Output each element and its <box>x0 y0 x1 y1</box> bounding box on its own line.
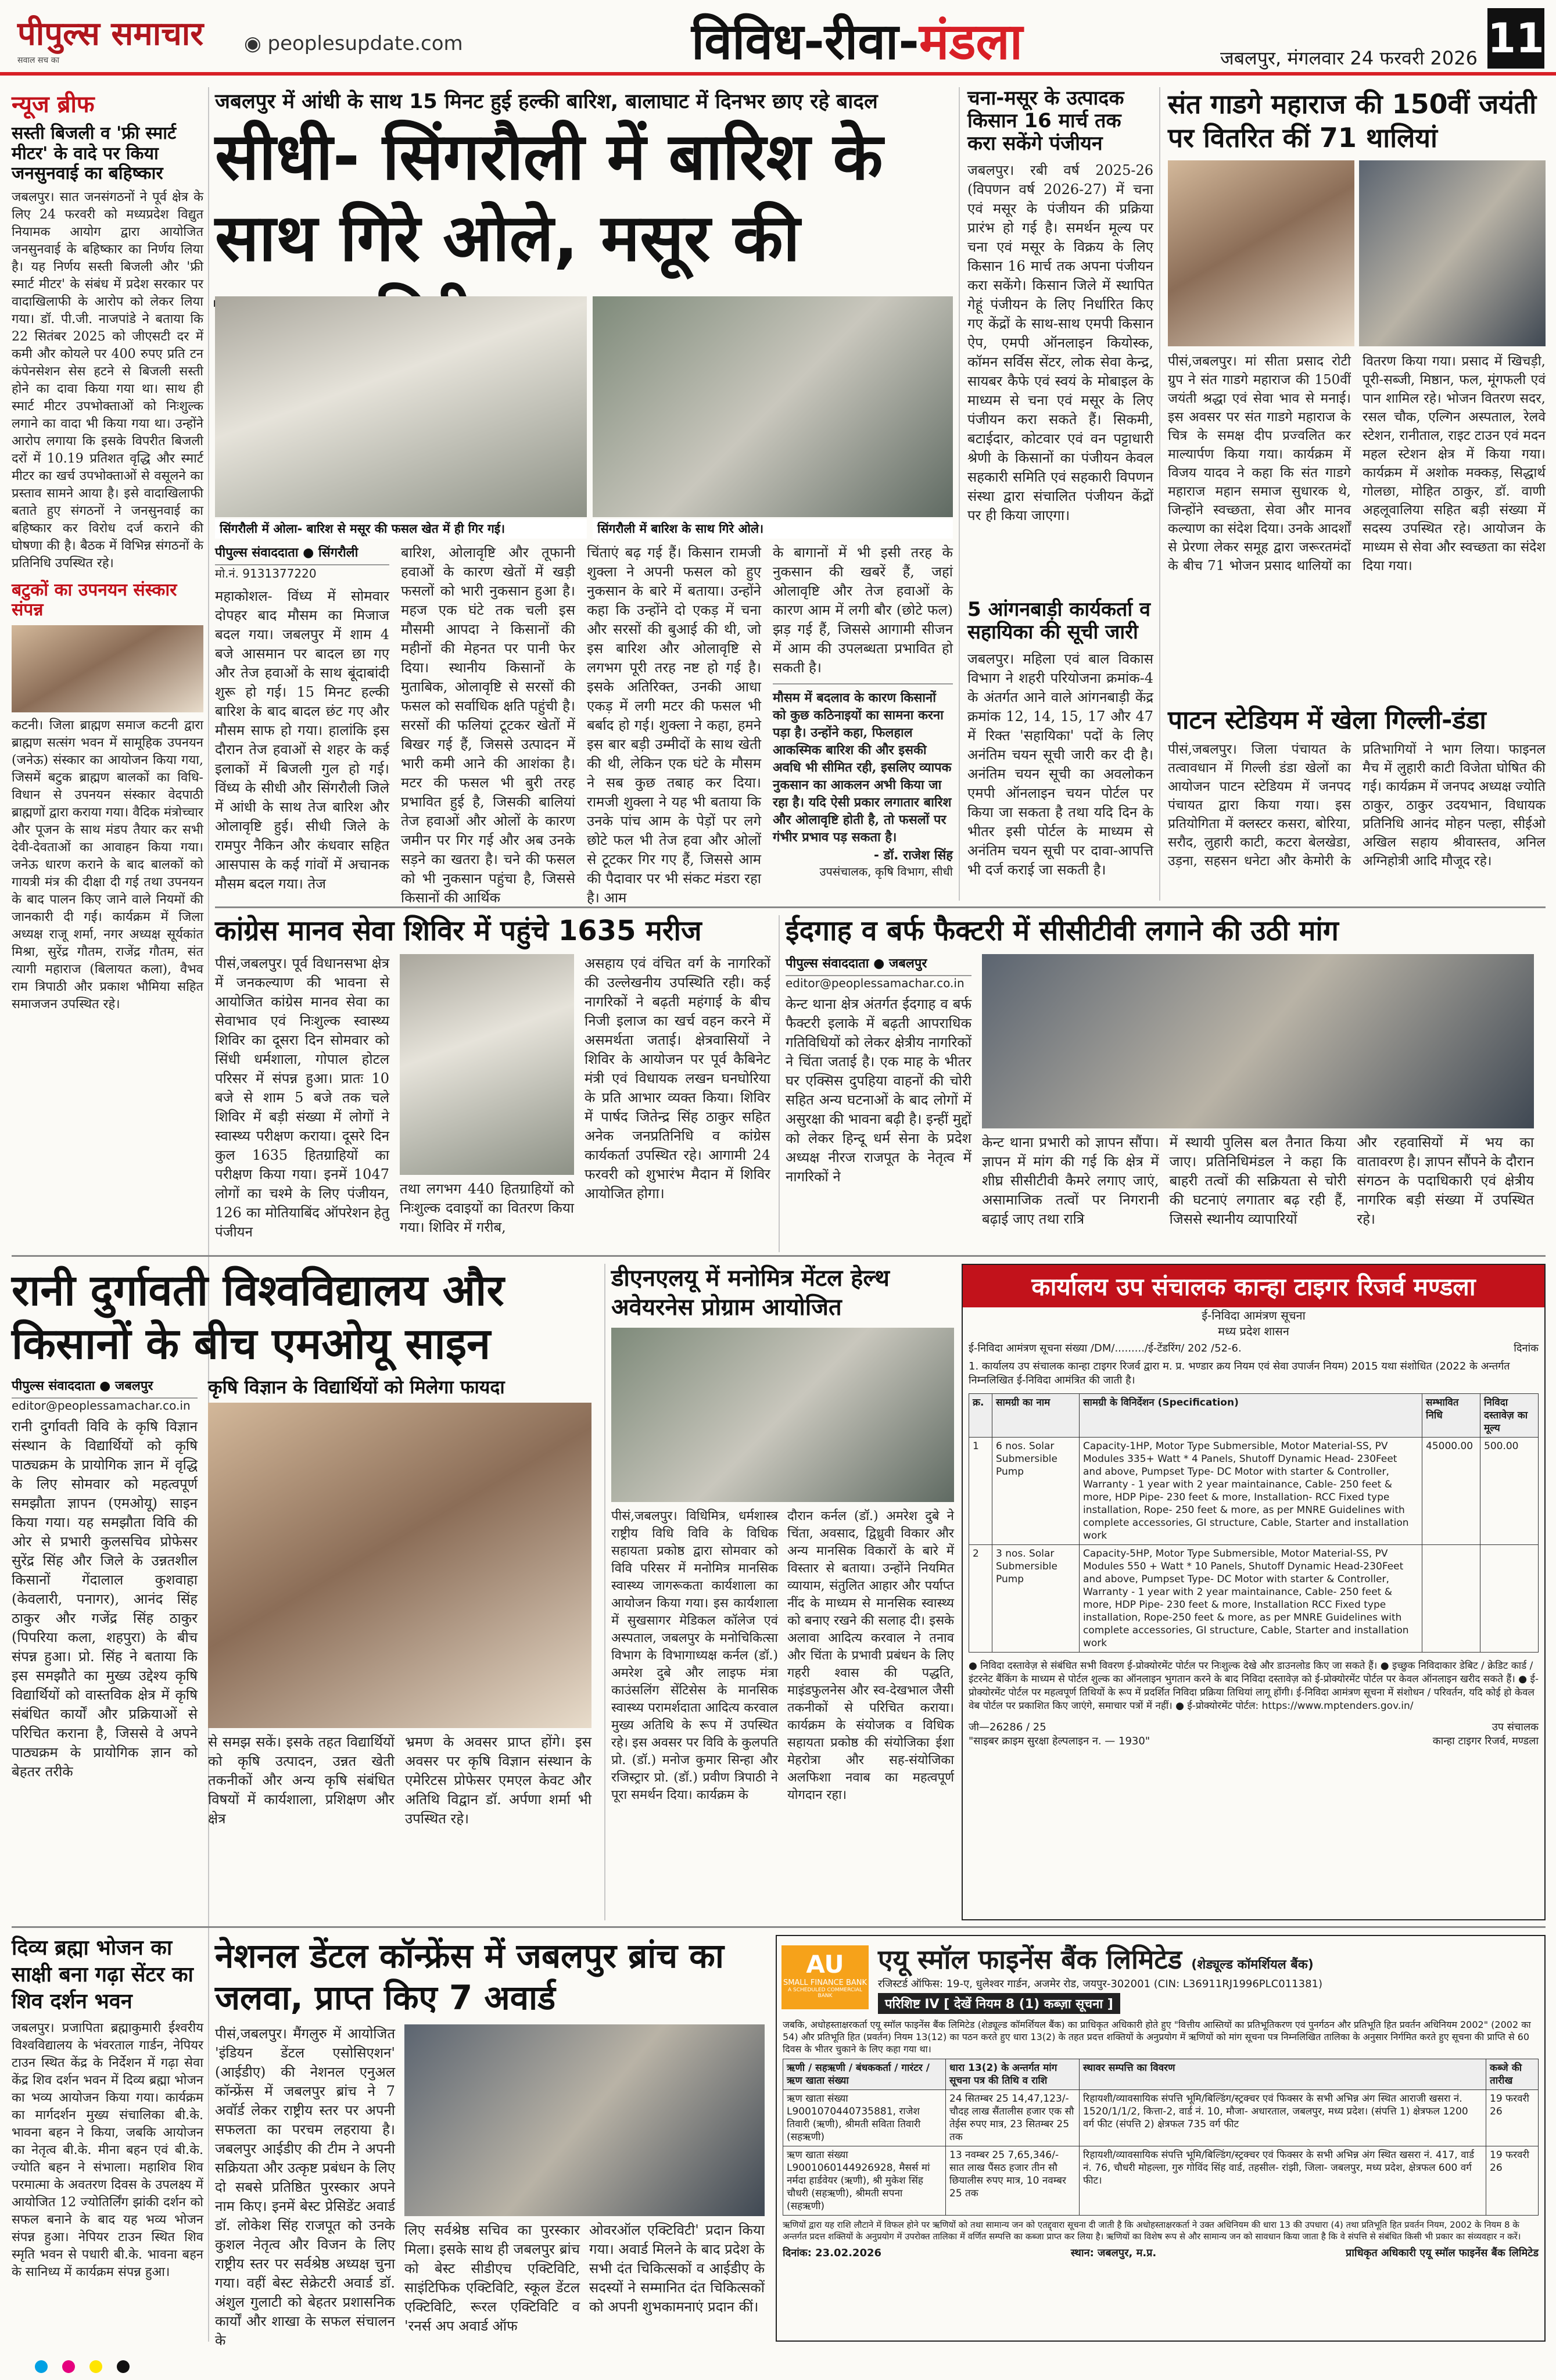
bank-th: कब्जे की तारीख <box>1486 2059 1539 2090</box>
news-brief <box>12 87 203 1220</box>
print-registration-bar <box>0 2356 1556 2379</box>
lead-kicker: जबलपुर में आंधी के साथ 15 मिनट हुई हल्की बारिश, बालाघाट में दिनभर छाए रहे बादल <box>215 90 878 113</box>
table-row <box>969 1545 1539 1653</box>
brief-body-1: जबलपुर। सात जनसंगठनों ने पूर्व क्षेत्र के लिए 24 फरवरी को मध्यप्रदेश विद्युत नियामक आयोग द्वारा आयोजित जनसुनवाई के बहिष्कार का निर्णय लिया है। यह निर्णय सस्ती बिजली और 'फ्री स्मार्ट मीटर' के संबंध में प्रदेश सरकार पर वादाखिलाफी के आरोप को लेकर लिया गया। डॉ. पी.जी. नाजपांडे ने बताया कि 22 सितंबर 2025 को जीएसटी दर में कमी और कोयले पर 400 रुपए प्रति टन कंपेनसेशन सेस हटने से बिजली सस्ती होने का दावा किया गया था। साथ ही स्मार्ट मीटर उपभोक्ताओं को निःशुल्क लगाने का वादा भी किया गया था। उन्होंने आरोप लगाया कि इसके विपरीत बिजली दरों में 10.19 प्रतिशत वृद्धि और स्मार्ट मीटर का खर्च उपभोक्ताओं से वसूलने का प्रस्ताव सामने आया है। इसे वादाखिलाफी बताते हुए संगठनों ने जनसुनवाई का बहिष्कार कर विरोध दर्ज कराने की घोषणा की है। बैठक में विभिन्न संगठनों के प्रतिनिधि उपस्थित रहे। <box>12 189 203 571</box>
bank-th: धारा 13(2) के अन्तर्गत मांग सूचना पत्र की तिथि व राशि <box>946 2059 1080 2090</box>
globe-icon: ◉ <box>244 32 261 55</box>
tender-notes: ● निविदा दस्तावेज़ से संबंधित सभी विवरण ई-प्रोक्योरमेंट पोर्टल पर निःशुल्क देखे और डाउनलोड किए जा सकते हैं। ● इच्छुक निविदाकार डेबिट / क्रेडिट कार्ड / इंटरनेट बैंकिंग के माध्यम से पोर्टल शुल्क का ऑनलाइन भुगतान करने के बाद निविदा दस्तावेज़ को ई-प्रोक्योरमेंट पोर्टल पर केवल ऑनलाइन खरीद सकते हैं। ● ई-प्रोक्योरमेंट पोर्टल पर महत्वपूर्ण तिथियों के रूप में प्रदर्शित निविदा प्रक्रिया तिथियां लागू होंगी। ई-निविदा आमंत्रण सूचना में संशोधन / परिवर्तन, यदि कोई हो केवल वेब पोर्टल पर प्रकाशित किए जाएंगे, समाचार पत्रों में नहीं। ● ई-प्रोक्योरमेंट पोर्टल: https://www.mptenders.gov.in/ <box>969 1660 1539 1712</box>
tender-date-label: दिनांक <box>1514 1342 1539 1354</box>
patan-headline: पाटन स्टेडियम में खेला गिल्ली-डंडा <box>1168 705 1486 735</box>
bank-date: दिनांक: 23.02.2026 <box>783 2247 882 2259</box>
patan-story <box>1168 706 1546 901</box>
brahma-headline: दिव्य ब्रह्मा भोजन का साक्षी बना गढ़ा सेंटर का शिव दर्शन भवन <box>12 1936 193 2013</box>
brief-headline-2: बटुकों का उपनयन संस्कार संपन्न <box>12 579 177 620</box>
bank-logo: AU SMALL FINANCE BANK A SCHEDULED COMMERCIAL BANK <box>781 1945 869 2009</box>
table-row <box>783 2090 1539 2146</box>
bank-cell: 13 नवम्बर 25 7,65,346/- सात लाख पैंसठ हजार तीन सौ छियालीस रुपए मात्र, 10 नवम्बर 25 तक <box>946 2146 1080 2216</box>
yellow-dot <box>89 2360 102 2373</box>
bank-cell: रिहायशी/व्यावसायिक संपत्ति भूमि/बिल्डिंग/स्ट्रक्चर एवं फिक्सर के सभी अभिन्न अंग स्थित खसरा नं. 417, वार्ड नं. 76, चौधरी मोहल्ला, गुरु गोविंद सिंह वार्ड, तहसील- रांझी, जिला- जबलपुर, मध्य प्रदेश, क्षेत्रफल 600 वर्ग फीट। <box>1080 2146 1486 2216</box>
idgah-body-1: केन्ट थाना क्षेत्र अंतर्गत ईदगाह व बर्फ फैक्टरी इलाके में बढ़ती आपराधिक गतिविधियों को लेकर क्षेत्रीय नागरिकों ने चिंता जताई है। एक माह के भीतर घर एक्सिस दुपहिया वाहनों की चोरी सहित अन्य घटनाओं के बाद लोगों में असुरक्षा की भावना बढ़ी है। इन्हीं मुद्दों को लेकर हिन्दू धर्म सेना के प्रदेश अध्यक्ष नीरज राजपूत के नेतृत्व में नागरिकों ने <box>786 996 971 1185</box>
tender-title: कार्यालय उप संचालक कान्हा टाइगर रिजर्व मण्डला <box>963 1265 1544 1307</box>
tender-cell: 2 <box>969 1545 992 1653</box>
bank-registered: रजिस्टर्ड ऑफिस: 19-ए, धुलेश्वर गार्डन, अजमेर रोड, जयपुर-302001 (CIN: L36911RJ1996PLC011381) <box>878 1978 1322 1990</box>
congress-body-3: असहाय एवं वंचित वर्ग के नागरिकों की उल्लेखनीय उपस्थिति रही। कई नागरिकों ने बढ़ती महंगाई के बीच निजी इलाज का खर्च वहन करने में असमर्थता जताई। क्षेत्रवासियों ने शिविर के आयोजन पर पूर्व कैबिनेट मंत्री एवं विधायक लखन घनघोरिया के प्रति आभार व्यक्त किया। शिविर में पार्षद जितेन्द्र सिंह ठाकुर सहित अनेक जनप्रतिनिधि व कांग्रेस कार्यकर्ता उपस्थित रहे। आगामी 24 फरवरी को शुभारंभ मैदान में शिविर आयोजित होगा। <box>585 955 770 1202</box>
tender-ref: ई-निविदा आमंत्रण सूचना संख्या /DM/........./ई-टेंडरिंग/ 202 /52-6. <box>969 1342 1242 1354</box>
idgah-photo <box>982 954 1534 1128</box>
quote-role: उपसंचालक, कृषि विभाग, सीधी <box>819 865 953 879</box>
page-number: 11 <box>1487 8 1544 69</box>
congress-body-1: पीसं,जबलपुर। पूर्व विधानसभा क्षेत्र में जनकल्याण की भावना से आयोजित कांग्रेस मानव सेवा का सेवाभाव एवं निःशुल्क स्वास्थ्य शिविर का दूसरा दिन सोमवार को सिंधी धर्मशाला, गोपाल होटल परिसर में संपन्न हुआ। प्रातः 10 बजे से शाम 5 बजे तक चले शिविर में बड़ी संख्या में लोगों ने स्वास्थ्य परीक्षण कराया। दूसरे दिन कुल 1635 हितग्राहियों का परीक्षण किया गया। इनमें 1047 लोगों का चश्मे के लिए पंजीयन, 126 का मोतियाबिंद ऑपरेशन हेतु पंजीयन <box>215 955 389 1241</box>
brand-logo: पीपुल्स समाचार सवाल सच का <box>17 15 204 65</box>
lead-quote: मौसम में बदलाव के कारण किसानों को कुछ कठिनाइयों का सामना करना पड़ा है। उन्होंने कहा, फिलहाल आकस्मिक बारिश की और इसकी अवधि भी सीमित रही, इसलिए व्यापक नुकसान का आकलन अभी किया जा रहा है। यदि ऐसी प्रकार लगातार बारिश और ओलावृष्टि होती है, तो फसलों पर गंभीर प्रभाव पड़ सकता है। <box>773 690 952 845</box>
bank-intro: जबकि, अधोहस्ताक्षरकर्ता एयू स्मॉल फाइनेंस बैंक लिमिटेड (शेड्यूल्ड कॉमर्शियल बैंक) का प्राधिकृत अधिकारी होते हुए "वित्तीय आस्तियों का प्रतिभूतिकरण एवं पुनर्गठन और प्रतिभूति हित प्रवर्तन अधिनियम 2002" (2002 का 54) और प्रतिभूति हित (प्रवर्तन) नियम 13(12) का पठन करते हुए धारा 13(2) के तहत प्रदत्त शक्तियों के अनुप्रयोग में ऋणियों को मांग सूचना पत्र निम्नलिखित तालिका के अनुसार निर्गमित करते हुए सूचना की प्राप्ति से 60 दिवस के भीतर चुकाने के लिए कहा गया था। <box>783 2019 1531 2055</box>
tender-cell: Capacity-1HP, Motor Type Submersible, Motor Material-SS, PV Modules 335+ Watt * 4 Panels, Shutoff Dynamic Head- 230Feet and above, Pumpset Type- DC Motor with starter & Controller, Warranty - 1 year with 2 year maintainance, Cable- 250 feet & more, HDP Pipe- 230 feet & more, Installation- RCC Fixed type installation, Rope- 250 feet & more, as per MNRE Guidelines with complete accessories, GI structure, Cable, Starter and installation work <box>1080 1438 1422 1545</box>
lead-col-4-text: के बागानों में भी इसी तरह के नुकसान की खबरें हैं, जहां ओलावृष्टि और तेज हवाओं के कारण आम में लगी बौर (छोटे फल) झड़ गई हैं, जिससे आगामी सीजन में आम की उपलब्धता प्रभावित हो सकती है। <box>773 544 953 676</box>
tender-cell <box>1422 1545 1480 1653</box>
lead-photo-1 <box>215 296 587 517</box>
dnlu-photo <box>611 1328 954 1502</box>
idgah-body-2: केन्ट थाना प्रभारी को ज्ञापन सौंपा। ज्ञापन में मांग की गई कि क्षेत्र में शीघ्र सीसीटीवी कैमरे लगाए जाएं, असामाजिक तत्वों पर निगरानी बढ़ाई जाए तथा रात्रि <box>982 1134 1159 1228</box>
dental-body-1: पीसं,जबलपुर। मैंगलुरु में आयोजित 'इंडियन डेंटल एसोसिएशन' (आईडीए) की नेशनल एनुअल कॉन्फ्रेंस में जबलपुर ब्रांच ने 7 अवॉर्ड लेकर राष्ट्रीय स्तर पर अपनी सफलता का परचम लहराया है। जबलपुर आईडीए की टीम ने अपनी सक्रियता और उत्कृष्ट प्रबंधन के लिए दो सबसे प्रतिष्ठित पुरस्कार अपने नाम किए। इनमें बेस्ट प्रेसिडेंट अवार्ड डॉ. लोकेश सिंह राजपूत को उनके कुशल नेतृत्व और विजन के लिए राष्ट्रीय स्तर पर सर्वश्रेष्ठ अध्यक्ष चुना गया। वहीं बेस्ट सेक्रेटरी अवार्ड डॉ. अंशुल गुलाटी को बेहतर प्रशासनिक कार्यों और शाखा के सफल संचालन के <box>215 2026 395 2349</box>
lead-col-1: महाकोशल- विंध्य में सोमवार दोपहर बाद मौसम का मिजाज बदल गया। जबलपुर में शाम 4 बजे आसमान पर बादल छा गए और तेज हवाओं के साथ बूंदाबांदी शुरू हो गई। 15 मिनट हल्की बारिश के बाद बादल छंट गए और मौसम साफ हो गया। हालांकि इस दौरान तेज हवाओं से शहर के कई इलाकों में बिजली गुल हो गई। विंध्य के सीधी और सिंगरौली जिले में आंधी के साथ तेज बारिश और ओलावृष्टि हुई। सीधी जिले के रामपुर नैकिन और कंधवार सहित आसपास के कई गांवों में अचानक मौसम बदल गया। तेज <box>215 588 389 892</box>
brief-headline-1: सस्ती बिजली व 'फ्री स्मार्ट मीटर' के वादे पर किया जनसुनवाई का बहिष्कार <box>12 123 177 184</box>
lead-photo-1-caption: सिंगरौली में ओला- बारिश से मसूर की फसल खेत में ही गिर गई। <box>215 519 587 539</box>
dental-body-2: लिए सर्वश्रेष्ठ सचिव का पुरस्कार मिला। इसके साथ ही जबलपुर ब्रांच को बेस्ट सीडीएच एक्टिविटि, साइंटिफिक एक्टिविटि, स्कूल डेंटल एक्टिविटि, रूरल एक्टिविटि व 'रनर्स अप अवार्ड ऑफ <box>404 2222 580 2334</box>
bank-footer: ऋणियों द्वारा यह राशि लौटाने में विफल होने पर ऋणियों को तथा सामान्य जन को एतद्द्वारा सूचना दी जाती है कि अधोहस्ताक्षरकर्ता ने उक्त अधिनियम की धारा 13 की उपधारा (4) तथा प्रतिभूति हित प्रवर्तन नियम, 2002 के नियम 8 के अन्तर्गत प्रदत्त शक्तियों के अनुप्रयोग में उपरोक्त तालिका में वर्णित सम्पत्ति का कब्जा प्राप्त कर लिया है। ऋणियों का विशेष रूप से और सामान्य जन को सावधान किया जाता है कि वे संपत्ति से संबंधित किसी भी प्रकार का संव्यवहार न करें। <box>783 2220 1521 2242</box>
section-title: विविध-रीवा-मंडला <box>691 13 1023 71</box>
dental-body-3: ओवरऑल एक्टिविटी' प्रदान किया गया। अवार्ड मिलने के बाद प्रदेश के सभी दंत चिकित्सकों व आईडीए के सदस्यों ने सम्मानित दंत चिकित्सकों को अपनी शुभकामनाएं प्रदान कीं। <box>589 2222 765 2315</box>
rdvv-email[interactable]: editor@peoplessamachar.co.in <box>12 1399 191 1413</box>
black-dot <box>117 2360 130 2373</box>
table-row <box>969 1438 1539 1545</box>
quote-author: - डॉ. राजेश सिंह <box>873 848 953 863</box>
anganwadi-body: जबलपुर। महिला एवं बाल विकास विभाग ने शहरी परियोजना क्रमांक-4 के अंतर्गत आने वाले आंगनबाड़ी केंद्र क्रमांक 12, 14, 15, 17 और 47 में रिक्त 'सहायिका' पदों के लिए अनंतिम चयन सूची जारी कर दी है। अनंतिम चयन सूची का अवलोकन एमपी ऑनलाइन चयन पोर्टल पर किया जा सकता है तथा यदि दिन के भीतर इसी पोर्टल के माध्यम से अनंतिम चयन सूची पर दावा-आपत्ति भी दर्ज कराई जा सकती है। <box>967 651 1153 879</box>
registration-body: जबलपुर। रबी वर्ष 2025-26 (विपणन वर्ष 2026-27) में चना एवं मसूर के पंजीयन की प्रक्रिया प्रारंभ हो गई है। समर्थन मूल्य पर चना एवं मसूर के विक्रय के लिए किसान 16 मार्च तक अपना पंजीयन करा सकेंगे। किसान जिले में स्थापित गेहूं पंजीयन के लिए निर्धारित किए गए केंद्रों के साथ-साथ एमपी किसान ऐप, एमपी ऑनलाइन कियोस्क, कॉमन सर्विस सेंटर, लोक सेवा केन्द्र, सायबर कैफे एवं स्वयं के मोबाइल के माध्यम से चना एवं मसूर के लिए पंजीयन करा सकते हैं। सिकमी, बटाईदार, कोटवार एवं वन पट्टाधारी श्रेणी के किसानों का पंजीयन केवल सहकारी समिति एवं सहकारी विपणन संस्था द्वारा संचालित पंजीयन केंद्रों पर ही किया जाएगा। <box>967 162 1153 524</box>
brief-body-2: कटनी। जिला ब्राह्मण समाज कटनी द्वारा ब्राह्मण सत्संग भवन में सामूहिक उपनयन (जनेऊ) संस्कार का आयोजन किया गया, जिसमें बटुक ब्राह्मण बालकों का विधि-विधान से उपनयन संस्कार वेदपाठी ब्राह्मणों द्वारा कराया गया। वैदिक मंत्रोच्चार और पूजन के साथ मंडप तैयार कर सभी देवी-देवताओं का आवाहन किया गया। जनेऊ धारण कराने के बाद बालकों को गायत्री मंत्र की दीक्षा दी गई तथा उपनयन के बाद पालन किए जाने वाले नियमों की जानकारी दी गई। कार्यक्रम में जिला अध्यक्ष राजू शर्मा, नगर अध्यक्ष सूर्यकांत मिश्रा, सुरेंद्र गौतम, राजेंद्र गौतम, संत त्यागी महाराज (बिलायत कला), वैभव राम त्रिपाठी और प्रकाश भौमिया सहित समाजजन उपस्थित रहे। <box>12 718 203 1012</box>
congress-photo <box>400 954 574 1175</box>
bank-ad <box>776 1935 1546 2342</box>
magenta-dot <box>62 2360 75 2373</box>
lead-headline: सीधी- सिंगरौली में बारिश के साथ गिरे ओले, मसूर की <box>215 119 883 276</box>
congress-story <box>215 915 773 1252</box>
lead-col-3: चिंताएं बढ़ गई हैं। किसान रामजी शुक्ला ने अपनी फसल को हुए नुकसान के बारे में बताया। उन्होंने कहा कि उन्होंने दो एकड़ में चना और सरसों की बुआई की थी, जो इस बारिश और ओलावृष्टि से लगभग पूरी तरह नष्ट हो गई है। इसके अतिरिक्त, उनकी आधा एकड़ में लगी मटर की फसल भी बर्बाद हो गई। शुक्ला ने कहा, हमने इस बार बड़ी उम्मीदों के साथ खेती की थी, लेकिन एक घंटे के मौसम ने सब कुछ तबाह कर दिया। रामजी शुक्ला ने यह भी बताया कि उनके पांच आम के पेड़ों पर लगे छोटे फल भी तेज हवा और ओलों से टूटकर गिर गए हैं, जिससे आम की पैदावार पर भी संकट मंडरा रहा है। आम <box>587 544 761 906</box>
lead-byline: पीपुल्स संवाददाता ● सिंगरौली <box>215 543 389 565</box>
table-row <box>783 2146 1539 2216</box>
rdvv-story <box>12 1264 598 1920</box>
registration-story <box>967 87 1153 593</box>
lead-photo-2-caption: सिंगरौली में बारिश के साथ गिरे ओले। <box>593 519 953 539</box>
lead-byline-col <box>215 543 389 904</box>
idgah-headline: ईदगाह व बर्फ फैक्टरी में सीसीटीवी लगाने की उठी मांग <box>786 915 1339 947</box>
tender-cell: 500.00 <box>1480 1438 1539 1545</box>
idgah-byline: पीपुल्स संवाददाता ● जबलपुर <box>786 954 971 976</box>
tender-cell: 45000.00 <box>1422 1438 1480 1545</box>
bank-place: स्थान: जबलपुर, म.प्र. <box>1070 2247 1157 2259</box>
dnlu-body-1: पीसं,जबलपुर। विधिमित्र, धर्मशास्त्र राष्ट्रीय विधि विवि के विधिक सहायता प्रकोष्ठ द्वारा सोमवार को विवि परिसर में मनोमित्र मानसिक स्वास्थ्य जागरूकता कार्यशाला का आयोजन किया गया। इस कार्यशाला में सुखसागर मेडिकल कॉलेज एवं अस्पताल, जबलपुर के मनोचिकित्सा विभाग के विभागाध्यक्ष कर्नल (डॉ.) अमरेश दुबे और लाइफ मंत्रा काउंसलिंग सेंटिसेस के मानसिक स्वास्थ्य परामर्शदाता आदित्य करवाल मुख्य अतिथि के रूप में उपस्थित रहे। इस अवसर पर विवि के कुलपति प्रो. (डॉ.) मनोज कुमार सिन्हा और रजिस्ट्रार प्रो. (डॉ.) प्रवीण त्रिपाठी ने पूरा समर्थन दिया। कार्यक्रम के <box>611 1509 778 1802</box>
dnlu-story <box>611 1264 954 1920</box>
lead-quote-box <box>773 683 953 879</box>
brahma-body: जबलपुर। प्रजापिता ब्रह्माकुमारी ईश्वरीय विश्वविद्यालय के भंवरताल गार्डन, नेपियर टाउन स्थित केंद्र के निर्देशन में गढ़ा सेवा केंद्र शिव दर्शन भवन में दिव्य ब्रह्मा भोजन का भव्य आयोजन किया गया। कार्यक्रम का मार्गदर्शन मुख्य संचालिका बी.के. भावना बहन ने किया, जबकि आयोजन का नेतृत्व बी.के. मीना बहन एवं बी.के. ज्योति बहन ने संभाला। महाशिव शिव परमात्मा के अवतरण दिवस के उपलक्ष्य में आयोजित 12 ज्योतिर्लिंग झांकी दर्शन को सफल बनाने के बाद यह भव्य भोजन संपन्न हुआ। नेपियर टाउन स्थित शिव स्मृति भवन से पधारी बी.के. भावना बहन के सानिध्य में कार्यक्रम संपन्न हुआ। <box>12 2021 203 2279</box>
idgah-body-3: में स्थायी पुलिस बल तैनात किया जाए। प्रतिनिधिमंडल ने कहा कि बाहरी तत्वों की सक्रियता से चोरी की घटनाएं लगातार बढ़ रही हैं, जिससे स्थानीय व्यापारियों <box>1169 1134 1347 1228</box>
tender-table <box>969 1393 1539 1653</box>
lead-col-2: बारिश, ओलावृष्टि और तूफानी हवाओं के कारण खेतों में खड़ी फसलों को भारी नुकसान हुआ है। महज एक घंटे तक चली इस मौसमी आपदा ने किसानों की महीनों की मेहनत पर पानी फेर दिया। स्थानीय किसानों के मुताबिक, ओलावृष्टि से सरसों की फसल को सर्वाधिक क्षति पहुंची है। सरसों की फलियां टूटकर खेतों में बिखर गई हैं, जिससे उत्पादन में भारी कमी आने की आशंका है। मटर की फसल भी बुरी तरह प्रभावित हुई है, जिसकी बालियां तेज हवाओं और ओलों के कारण जमीन पर गिर गई और अब उनके सड़ने का खतरा है। चने की फसल को भी नुकसान पहुंचा है, जिससे किसानों की आर्थिक <box>401 544 575 906</box>
congress-headline: कांग्रेस मानव सेवा शिविर में पहुंचे 1635 मरीज <box>215 915 702 947</box>
gadge-photo-2 <box>1359 160 1546 346</box>
tender-cell: Capacity-5HP, Motor Type Submersible, Motor Material-SS, PV Modules 550 + Watt * 10 Panels, Shutoff Dynamic Head-230Feet and above, Pumpset Type- DC Motor with starter & Controller, Warranty - 1 year with 2 year maintainance, Cable- 250 feet & more, HDP Pipe- 230 feet & more, Installation RCC Fixed type installation, Rope-250 feet & more, as per MNRE Guidelines with complete accessories, GI structure, Cable, Starter and installation work <box>1080 1545 1422 1653</box>
bank-notice: परिशिष्ट IV [ देखें नियम 8 (1) कब्ज़ा सूचना ] <box>878 1993 1120 2014</box>
bank-cell: 19 फरवरी 26 <box>1486 2090 1539 2146</box>
rdvv-subhead: कृषि विज्ञान के विद्यार्थियों को मिलेगा फायदा <box>208 1376 505 1398</box>
tender-th: सामग्री के विनिर्देशन (Specification) <box>1080 1394 1422 1438</box>
congress-body-2: तथा लगभग 440 हितग्राहियों को निःशुल्क दवाइयों का वितरण किया गया। शिविर में गरीब, <box>400 1181 574 1236</box>
gadge-body: पीसं,जबलपुर। मां सीता प्रसाद रोटी ग्रुप ने संत गाडगे महाराज की 150वीं जयंती श्रद्धा एवं सेवा भाव से मनाई। इस अवसर पर संत गाडगे महाराज के चित्र के समक्ष दीप प्रज्वलित कर माल्यार्पण किया गया। कार्यक्रम में विजय यादव ने कहा कि संत गाडगे महाराज महान समाज सुधारक थे, जिन्होंने स्वच्छता, सेवा और मानव कल्याण का संदेश दिया। उनके आदर्शों से प्रेरणा लेकर समूह द्वारा जरूरतमंदों के बीच 71 भोजन प्रसाद थालियों का वितरण किया गया। प्रसाद में खिचड़ी, पूरी-सब्जी, मिष्ठान, फल, मूंगफली एवं पान शामिल रहे। भोजन वितरण सदर, रसल चौक, एल्गिन अस्पताल, रेलवे स्टेशन, रानीताल, राइट टाउन एवं मदन महल स्टेशन क्षेत्र में किया गया। कार्यक्रम में अशोक मक्कड़, सिद्धार्थ गोलछा, मोहित ठाकुर, डॉ. वाणी अहलूवालिया सहित बड़ी संख्या में सदस्य उपस्थित रहे। आयोजन के माध्यम से सेवा और स्वच्छता का संदेश दिया गया। <box>1168 354 1546 574</box>
website-link[interactable]: ◉ peoplesupdate.com <box>244 32 463 55</box>
rdvv-photo <box>208 1403 591 1728</box>
tender-signer-1: उप संचालक <box>1492 1721 1539 1733</box>
gadge-headline: संत गाडगे महाराज की 150वीं जयंती पर वितरित कीं 71 थालियां <box>1168 88 1537 153</box>
idgah-story <box>786 915 1546 1252</box>
lead-mobile: मो.नं. 9131377220 <box>215 567 317 580</box>
bank-officer: प्राधिकृत अधिकारी एयू स्मॉल फाइनेंस बैंक लिमिटेड <box>1346 2247 1539 2259</box>
tender-cell: 6 nos. Solar Submersible Pump <box>992 1438 1080 1545</box>
dental-story <box>215 1935 767 2349</box>
gadge-photo-1 <box>1168 160 1354 346</box>
brahma-story <box>12 1935 203 2342</box>
rdvv-body-2: से समझ सकें। इसके तहत विद्यार्थियों को कृषि उत्पादन, उन्नत खेती तकनीकों और अन्य कृषि संबंधित विषयों में कार्यशाला, प्रशिक्षण और क्षेत्र <box>208 1733 395 1827</box>
dnlu-body-2: दौरान कर्नल (डॉ.) अमरेश दुबे ने चिंता, अवसाद, द्विध्रुवी विकार और अन्य मानसिक विकारों के बारे में विस्तार से बताया। उन्होंने नियमित व्यायाम, संतुलित आहार और पर्याप्त नींद के माध्यम से मानसिक स्वास्थ्य को बनाए रखने की सलाह दी। इसके अलावा आदित्य करवाल ने तनाव और चिंता के प्रभावी प्रबंधन के लिए गहरी श्वास की पद्धति, माइंडफुलनेस और स्व-देखभाल जैसी तकनीकों से परिचित कराया। कार्यक्रम के संयोजक व विधिक सहायता प्रकोष्ठ की संयोजिका ईशा मेहरोत्रा और सह-संयोजिका अलफिशा नवाब का महत्वपूर्ण योगदान रहा। <box>787 1509 954 1802</box>
rdvv-byline: पीपुल्स संवाददाता ● जबलपुर <box>12 1377 198 1399</box>
bank-cell: ऋण खाता संख्या L9001060144926928, मैसर्स मां नर्मदा हार्डवेयर (ऋणी), श्री मुकेश सिंह चौधरी (सहऋणी), श्रीमती सपना (सहऋणी) <box>783 2146 946 2216</box>
bank-table <box>783 2059 1539 2216</box>
cyan-dot <box>35 2360 48 2373</box>
tender-th: क्र. <box>969 1394 992 1438</box>
tender-sub-1: ई-निविदा आमंत्रण सूचना <box>1202 1309 1306 1322</box>
registration-headline: चना-मसूर के उत्पादक किसान 16 मार्च तक करा सकेंगे पंजीयन <box>967 87 1124 156</box>
rdvv-body-3: भ्रमण के अवसर प्राप्त होंगे। इस अवसर पर कृषि विज्ञान संस्थान के एमेरिटस प्रोफेसर एमएल केवट और अतिथि विद्वान डॉ. अर्पणा शर्मा भी उपस्थित रहे। <box>405 1733 591 1827</box>
bank-cell: रिहायशी/व्यावसायिक संपत्ति भूमि/बिल्डिंग/स्ट्रक्चर एवं फिक्सर के सभी अभिन्न अंग स्थित आराजी खसरा नं. 1520/1/1/2, कित्ता-2, वार्ड नं. 10, मौजा- अधारताल, जबलपुर, मध्य प्रदेश। (संपत्ति 1) क्षेत्रफल 1200 वर्ग फीट (संपत्ति 2) क्षेत्रफल 735 वर्ग फीट <box>1080 2090 1486 2146</box>
tender-cell: 3 nos. Solar Submersible Pump <box>992 1545 1080 1653</box>
patan-body: पीसं,जबलपुर। जिला पंचायत के तत्वावधान में गिल्ली डंडा खेलों का आयोजन पाटन स्टेडियम में जनपद पंचायत द्वारा किया गया। इस प्रतियोगिता में क्लस्टर कसरा, बोरिया, सरौद, लुहारी काटी, कटरा बेलखेडा, उड़ना, सहसन धनेटा और केमोरी के प्रतिभागियों ने भाग लिया। फाइनल मैच में लुहारी काटी विजेता घोषित की गई। कार्यक्रम में जनपद अध्यक्ष ज्योति ठाकुर, ठाकुर उदयभान, विधायक प्रतिनिधि आनंद मोहन पल्हा, सीईओ अखिल सहाय श्रीवास्तव, अनिल अग्निहोत्री आदि मौजूद रहे। <box>1168 741 1546 869</box>
gadge-story <box>1168 87 1546 697</box>
bank-title: एयू स्मॉल फाइनेंस बैंक लिमिटेड (शेड्यूल्ड कॉमर्शियल बैंक) <box>878 1944 1314 1975</box>
brief-label: न्यूज ब्रीफ <box>12 91 95 118</box>
cyber-helpline: "साइबर क्राइम सुरक्षा हेल्पलाइन न. — 1930" <box>969 1735 1150 1747</box>
tender-jee: जी—26286 / 25 <box>969 1721 1046 1733</box>
idgah-email[interactable]: editor@peoplessamachar.co.in <box>786 976 965 991</box>
tender-th: सामग्री का नाम <box>992 1394 1080 1438</box>
bank-th: ऋणी / सहऋणी / बंधककर्ता / गारंटर / ऋण खाता संख्या <box>783 2059 946 2090</box>
tender-cell: 1 <box>969 1438 992 1545</box>
rdvv-headline: रानी दुर्गावती विश्वविद्यालय और किसानों के बीच एमओयू साइन <box>12 1266 504 1369</box>
anganwadi-headline: 5 आंगनबाड़ी कार्यकर्ता व सहायिका की सूची जारी <box>967 598 1150 644</box>
bank-cell: 19 फरवरी 26 <box>1486 2146 1539 2216</box>
idgah-body-4: और रहवासियों में भय का वातावरण है। ज्ञापन सौंपने के दौरान संगठन के पदाधिकारी एवं क्षेत्रीय नागरिक बड़ी संख्या में उपस्थित रहे। <box>1357 1134 1535 1228</box>
tender-ad <box>962 1264 1546 1920</box>
lead-photo-2 <box>593 296 953 517</box>
bank-cell: ऋण खाता संख्या L9001070440735881, राजेश तिवारी (ऋणी), श्रीमती सविता तिवारी (सहऋणी) <box>783 2090 946 2146</box>
upanayan-photo <box>12 625 203 712</box>
dental-headline: नेशनल डेंटल कॉन्फ्रेंस में जबलपुर ब्रांच का जलवा, प्राप्त किए 7 अवार्ड <box>215 1936 724 2017</box>
bank-cell: 24 सितम्बर 25 14,47,123/- चौदह लाख सैंतालीस हजार एक सौ तेईस रुपए मात्र, 23 सितम्बर 25 तक <box>946 2090 1080 2146</box>
tender-th: निविदा दस्तावेज़ का मूल्य <box>1480 1394 1539 1438</box>
dnlu-headline: डीएनएलयू में मनोमित्र मेंटल हेल्थ अवेयरनेस प्रोग्राम आयोजित <box>611 1265 890 1321</box>
lead-col-4 <box>773 543 953 904</box>
dental-photo <box>404 2024 765 2216</box>
tender-intro: 1. कार्यालय उप संचालक कान्हा टाइगर रिजर्व द्वारा म. प्र. भण्डार क्रय नियम एवं सेवा उपार्जन नियम) 2015 यथा संशोधित (2022 के अन्तर्गत निम्नलिखित ई-निविदा आमंत्रित की जाती है। <box>969 1360 1510 1386</box>
tender-signer-2: कान्हा टाइगर रिजर्व, मण्डला <box>1432 1735 1539 1747</box>
tender-sub-2: मध्य प्रदेश शासन <box>1218 1324 1289 1338</box>
rdvv-body-1: रानी दुर्गावती विवि के कृषि विज्ञान संस्थान के विद्यार्थियों को कृषि पाठ्यक्रम के प्रायोगिक ज्ञान में वृद्धि के लिए सोमवार को महत्वपूर्ण समझौता ज्ञापन (एमओयू) साइन किया गया। यह समझौता विवि की ओर से प्रभारी कुलसचिव प्रोफेसर सुरेंद्र सिंह और जिले के उन्नतशील किसानों गेंदालाल कुशवाहा (केवलारी, पनागर), आनंद सिंह ठाकुर और गजेंद्र सिंह ठाकुर (पिपरिया कला, शहपुरा) के बीच संपन्न हुआ। प्रो. सिंह ने बताया कि इस समझौते का मुख्य उद्देश्य कृषि विद्यार्थियों को वास्तविक क्षेत्र में कृषि संबंधित कार्यों और प्रक्रियाओं से परिचित कराना है, जिससे वे अपने पाठ्यक्रम के प्रायोगिक ज्ञान को बेहतर तरीके <box>12 1418 198 1780</box>
tender-cell <box>1480 1545 1539 1653</box>
bank-th: स्थावर सम्पत्ति का विवरण <box>1080 2059 1486 2090</box>
brand-tagline: सवाल सच का <box>17 56 59 65</box>
masthead <box>0 0 1556 76</box>
tender-th: सम्भावित निधि <box>1422 1394 1480 1438</box>
issue-date: जबलपुर, मंगलवार 24 फरवरी 2026 <box>1220 47 1478 69</box>
anganwadi-story <box>967 598 1153 901</box>
